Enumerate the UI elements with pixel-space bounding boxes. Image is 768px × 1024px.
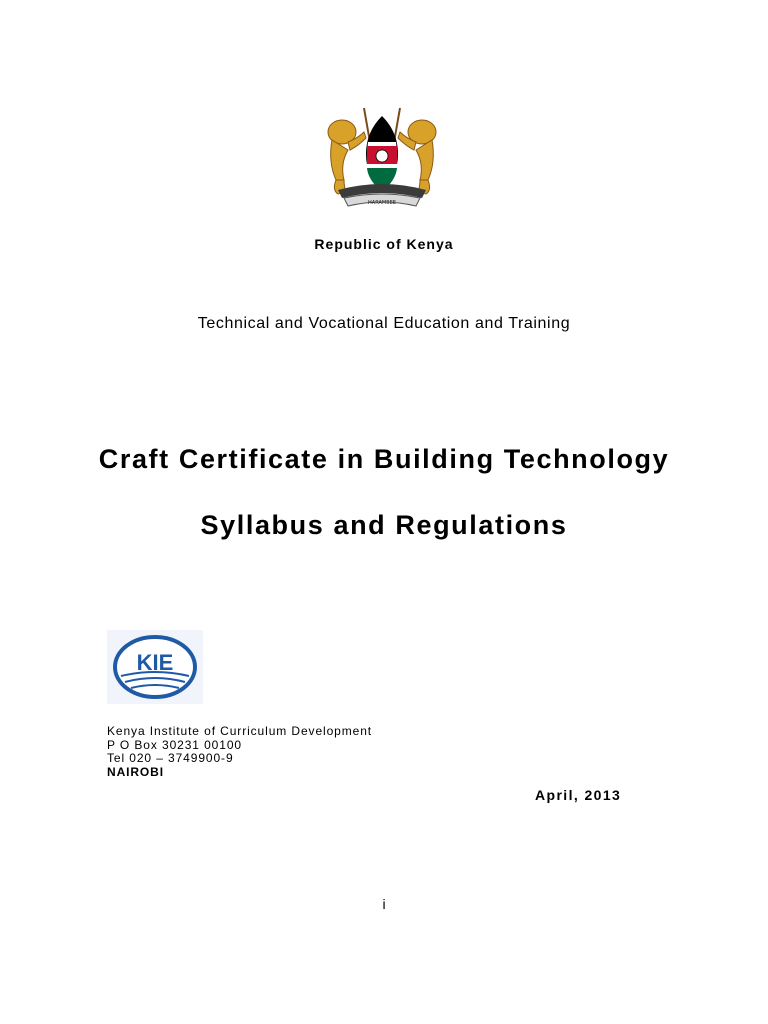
po-box: P O Box 30231 00100 [107, 737, 242, 752]
svg-text:HARAMBEE: HARAMBEE [368, 200, 396, 206]
document-subtitle: Syllabus and Regulations [200, 510, 568, 540]
kie-logo-icon [107, 630, 203, 704]
institution-name: Kenya Institute of Curriculum Development [107, 724, 373, 738]
page-number: i [382, 896, 386, 912]
document-title: Craft Certificate in Building Technology [98, 444, 670, 474]
svg-text:KIE: KIE [136, 650, 174, 675]
city: NAIROBI [107, 764, 164, 779]
telephone: Tel 020 – 3749900-9 [107, 751, 234, 765]
kenya-coat-of-arms-icon [318, 102, 446, 210]
institution-address [107, 725, 372, 779]
program-name: Technical and Vocational Education and Training [197, 315, 571, 332]
country-name: Republic of Kenya [314, 236, 454, 252]
publication-date: April, 2013 [535, 787, 622, 803]
